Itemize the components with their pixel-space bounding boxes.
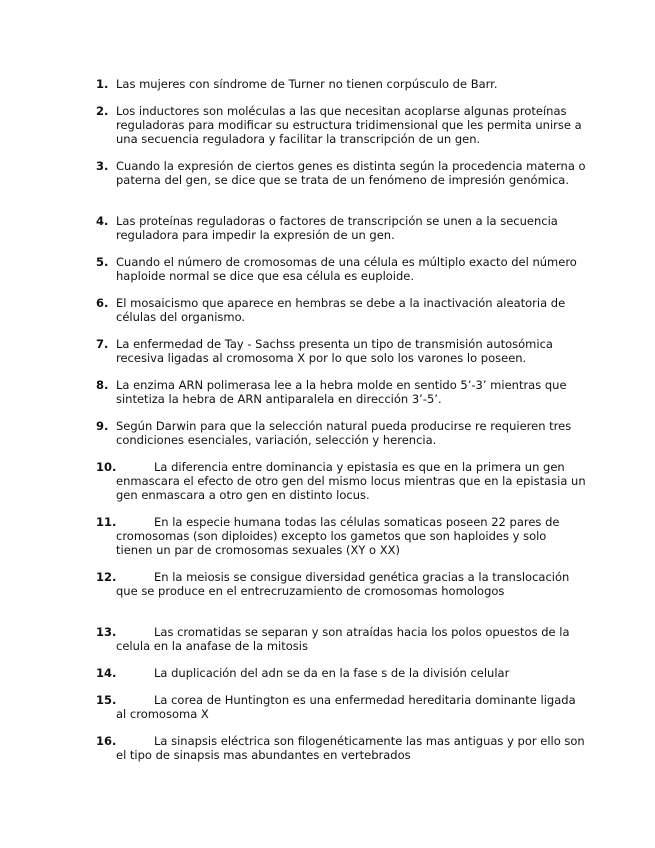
list-item: [96, 570, 586, 598]
item-number: 14.: [96, 666, 117, 680]
item-text: Las mujeres con síndrome de Turner no tienen corpúsculo de Barr.: [116, 77, 498, 91]
item-number: 13.: [96, 625, 117, 639]
item-number: 6.: [96, 296, 109, 310]
item-number: 8.: [96, 378, 109, 392]
list-item: [96, 693, 586, 721]
list-item: [96, 296, 586, 324]
list-item: [96, 625, 586, 653]
item-number: 7.: [96, 337, 109, 351]
list-item: [96, 104, 586, 146]
list-item: [96, 666, 586, 680]
item-text: Los inductores son moléculas a las que necesitan acoplarse algunas proteínas reguladoras para modificar su estructura tridimensional que les permita unirse a una secuencia reguladora y facilitar la transcripción de un gen.: [116, 104, 582, 146]
list-item: [96, 378, 586, 406]
item-text: Cuando el número de cromosomas de una célula es múltiplo exacto del número haploide normal se dice que esa célula es euploide.: [116, 255, 577, 283]
item-number: 9.: [96, 419, 109, 433]
item-text: En la meiosis se consigue diversidad genética gracias a la translocación que se produce en el entrecruzamiento de cromosomas homologos: [116, 570, 570, 598]
list-item: [96, 419, 586, 447]
list-item: [96, 515, 586, 557]
item-text: La corea de Huntington es una enfermedad hereditaria dominante ligada al cromosoma X: [116, 693, 576, 721]
item-text: Las cromatidas se separan y son atraídas hacia los polos opuestos de la celula en la anafase de la mitosis: [116, 625, 570, 653]
item-text: La enzima ARN polimerasa lee a la hebra molde en sentido 5’-3’ mientras que sintetiza la hebra de ARN antiparalela en dirección 3’-5’.: [116, 378, 567, 406]
item-number: 16.: [96, 734, 117, 748]
item-number: 5.: [96, 255, 109, 269]
list-item: [96, 77, 586, 91]
list-item: [96, 214, 586, 242]
item-number: 2.: [96, 104, 109, 118]
list-item: [96, 337, 586, 365]
item-text: Cuando la expresión de ciertos genes es distinta según la procedencia materna o paterna del gen, se dice que se trata de un fenómeno de impresión genómica.: [116, 159, 586, 187]
item-number: 4.: [96, 214, 109, 228]
item-number: 15.: [96, 693, 117, 707]
item-text: La diferencia entre dominancia y epistasia es que en la primera un gen enmascara el efecto de otro gen del mismo locus mientras que en la epistasia un gen enmascara a otro gen en distinto locus.: [116, 460, 586, 502]
item-text: La sinapsis eléctrica son filogenéticamente las mas antiguas y por ello son el tipo de sinapsis mas abundantes en vertebrados: [116, 734, 585, 762]
list-item: [96, 734, 586, 762]
list-item: [96, 255, 586, 283]
item-text: Las proteínas reguladoras o factores de transcripción se unen a la secuencia reguladora para impedir la expresión de un gen.: [116, 214, 558, 242]
list-item: [96, 460, 586, 502]
item-text: En la especie humana todas las células somaticas poseen 22 pares de cromosomas (son diploides) excepto los gametos que son haploides y solo tienen un par de cromosomas sexuales (XY o XX): [116, 515, 560, 557]
list-item: [96, 159, 586, 187]
item-number: 3.: [96, 159, 109, 173]
item-text: Según Darwin para que la selección natural pueda producirse re requieren tres condiciones esenciales, variación, selección y herencia.: [116, 419, 572, 447]
item-number: 11.: [96, 515, 117, 529]
item-number: 1.: [96, 77, 109, 91]
item-text: La enfermedad de Tay - Sachss presenta un tipo de transmisión autosómica recesiva ligadas al cromosoma X por lo que solo los varones lo poseen.: [116, 337, 553, 365]
item-number: 10.: [96, 460, 117, 474]
item-number: 12.: [96, 570, 117, 584]
item-text: El mosaicismo que aparece en hembras se debe a la inactivación aleatoria de células del organismo.: [116, 296, 566, 324]
item-text: La duplicación del adn se da en la fase s de la división celular: [154, 666, 510, 680]
